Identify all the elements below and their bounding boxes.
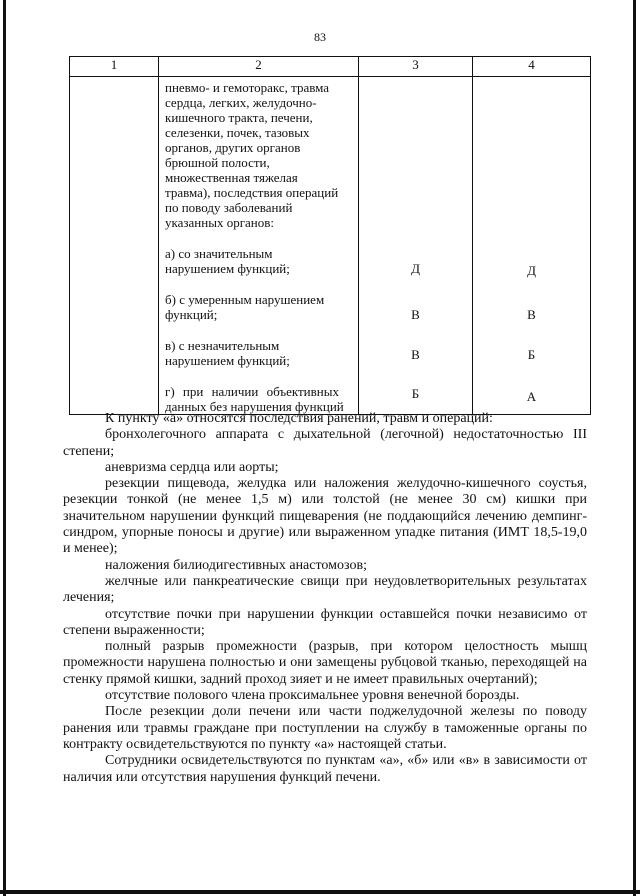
- header-col-2: 2: [159, 57, 359, 77]
- item-line: функций;: [165, 307, 218, 322]
- scan-border-right: [633, 0, 636, 896]
- intro-text: [165, 80, 354, 230]
- category-a-col4: Д: [527, 263, 536, 278]
- category-c-col3: В: [411, 347, 420, 362]
- intro-line: селезенки, почек, тазовых: [165, 125, 310, 140]
- paragraph: желчные или панкреатические свищи при неудовлетворительных результатах лечения;: [63, 573, 587, 606]
- paragraph: наложения билиодигестивных анастомозов;: [105, 557, 367, 573]
- item-a: [165, 246, 354, 276]
- item-line: данных без нарушения функций: [165, 399, 344, 414]
- item-line: г) при наличии объективных: [165, 384, 339, 399]
- intro-line: кишечного тракта, печени,: [165, 110, 313, 125]
- paragraph: отсутствие почки при нарушении функции оставшейся почки независимо от степени выраженности;: [63, 606, 587, 638]
- col-4-cell: [473, 77, 591, 415]
- item-line: в) с незначительным: [165, 338, 280, 353]
- paragraph: полный разрыв промежности (разрыв, при котором целостность мышц промежности нарушена полностью и они замещены рубцовой тканью, переходящей на стенку прямой кишки, задний проход зияет и не имеет правильных очертаний);: [63, 639, 587, 687]
- requirements-table: [69, 56, 591, 415]
- col-3-cell: [359, 77, 473, 415]
- col-1-cell: [70, 77, 159, 415]
- item-d: [165, 384, 354, 414]
- intro-line: сердца, легких, желудочно-: [165, 95, 317, 110]
- category-a-col3: Д: [411, 261, 420, 276]
- paragraph: резекции пищевода, желудка или наложения желудочно-кишечного соустья, резекции тонкой (не менее 1,5 м) или толстой (не менее 30 см) кишки при значительном нарушении функций пищеварения (не поддающийся лечению демпинг-синдром, упорные поносы и другие) или выраженном упадке питания (ИМТ 18,5-19,0 и менее);: [63, 476, 587, 557]
- page-number: 83: [314, 30, 326, 44]
- item-line: б) с умеренным нарушением: [165, 292, 325, 307]
- scan-border-bottom: [0, 890, 640, 894]
- item-b: [165, 292, 354, 322]
- intro-line: органов, других органов: [165, 140, 301, 155]
- paragraph: бронхолегочного аппарата с дыхательной (легочной) недостаточностью III степени;: [63, 427, 587, 459]
- category-c-col4: Б: [527, 347, 536, 362]
- item-line: а) со значительным: [165, 246, 273, 261]
- paragraph: После резекции доли печени или части поджелудочной железы по поводу ранения или травмы граждане при поступлении на службу в таможенные органы по контракту освидетельствуются по пункту «а» настоящей статьи.: [63, 704, 587, 752]
- category-b-col3: В: [411, 307, 420, 322]
- item-line: нарушением функций;: [165, 261, 290, 276]
- item-line: нарушением функций;: [165, 353, 290, 368]
- paragraph: К пункту «а» относятся последствия ранений, травм и операций:: [105, 411, 493, 426]
- intro-line: пневмо- и гемоторакс, травма: [165, 80, 330, 95]
- category-d-col3: Б: [411, 386, 420, 401]
- header-col-3: 3: [359, 57, 473, 77]
- table-header-row: [70, 57, 591, 77]
- col-2-cell: [159, 77, 359, 415]
- paragraph: Сотрудники освидетельствуются по пунктам «а», «б» или «в» в зависимости от наличия или отсутствия нарушения функций печени.: [63, 753, 587, 785]
- intro-line: множественная тяжелая: [165, 170, 298, 185]
- intro-line: указанных органов:: [165, 215, 275, 230]
- intro-line: травма), последствия операций: [165, 185, 339, 200]
- header-col-4: 4: [473, 57, 591, 77]
- item-c: [165, 338, 354, 368]
- paragraph: отсутствие полового члена проксимальнее уровня венечной борозды.: [105, 688, 520, 704]
- category-d-col4: А: [526, 389, 537, 404]
- header-col-1: 1: [70, 57, 159, 77]
- body-text: [63, 411, 587, 786]
- paragraph: аневризма сердца или аорты;: [105, 459, 279, 475]
- intro-line: брюшной полости,: [165, 155, 270, 170]
- scan-border-left: [3, 0, 6, 896]
- category-b-col4: В: [527, 307, 536, 322]
- intro-line: по поводу заболеваний: [165, 200, 293, 215]
- table-body-row: [70, 77, 591, 415]
